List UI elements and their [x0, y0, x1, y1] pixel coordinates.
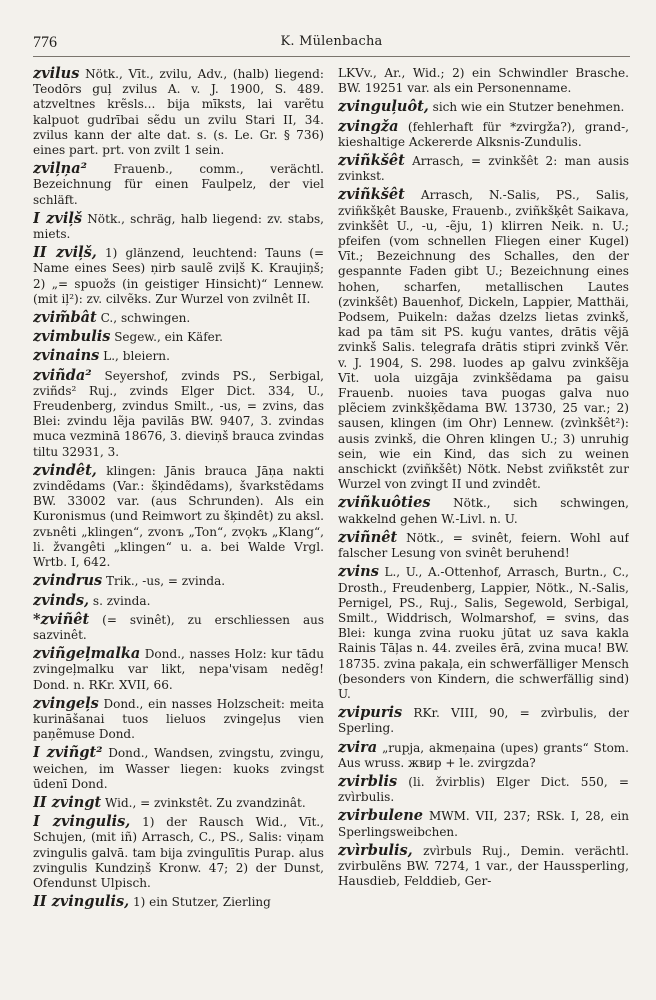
dictionary-entry: [33, 646, 324, 693]
entry-text: Seyershof, zvinds PS., Serbigal, zviñds² Ruj., zvinds Elger Dict. 334, U., Freudenberg, zvindus Smilt., -us, = zvins, das Blei: zvindu lẽja pavilās BW. 9407, 3. zvindas muca vezminā 18676, 3. dieviņš brauca zvindas tiltu 32931, 3.: [33, 368, 324, 459]
entry-headword: zviñgeļmalka: [33, 645, 141, 663]
dictionary-entry: [33, 329, 324, 345]
dictionary-entry: [33, 593, 324, 609]
entry-headword: *zviñêt: [33, 610, 90, 628]
dictionary-entry: [338, 808, 629, 839]
entry-text: Dond., Wandsen, zvingstu, zvingu, weichen, im Wasser liegen: kuoks zvingst ūdenī Dond.: [33, 746, 324, 791]
dictionary-entry: [338, 187, 629, 492]
dictionary-entry: [33, 245, 324, 307]
dictionary-entry: [338, 774, 629, 805]
dictionary-entry: [33, 66, 324, 158]
page-header: [33, 34, 630, 57]
entry-text: (fehlerhaft für *zvirgža?), grand-, kieshaltige Ackererde Alksnis-Zundulis.: [338, 119, 629, 149]
entry-headword: I zviļš: [33, 209, 83, 227]
entry-headword: zviñkuôties: [338, 494, 431, 512]
entry-headword: zvinds,: [33, 591, 90, 609]
dictionary-entry: [33, 573, 324, 589]
entry-text: C., schwingen.: [96, 311, 191, 326]
entry-text: Nötk., schräg, halb liegend: zv. stabs, miets.: [33, 211, 324, 242]
dictionary-entry: [33, 696, 324, 743]
dictionary-entry: [33, 894, 324, 910]
text-columns: [33, 66, 630, 913]
dictionary-entry: [338, 99, 629, 115]
entry-headword: zvimbulis: [33, 328, 111, 346]
entry-headword: zvindrus: [33, 572, 103, 590]
entry-headword: zvinains: [33, 347, 100, 365]
dictionary-entry: [338, 119, 629, 150]
entry-headword: zvindêt,: [33, 461, 97, 479]
entry-text: s. zvinda.: [89, 593, 151, 608]
dictionary-entry: [33, 795, 324, 811]
dictionary-entry: [33, 814, 324, 891]
entry-text: 1) glänzend, leuchtend: Tauns (= Name eines Sees) ņirb saulẽ zviļš K. Kraujiņš; 2) „= spuožs (in geistiger Hinsicht)“ Lennew. (mit iļ²): zv. cilvẽks. Zur Wurzel von zvilnêt II.: [33, 246, 324, 306]
running-head: K. Mülenbacha: [280, 34, 383, 49]
entry-text: „rupja, akmeņaina (upes) grants“ Stom. Aus wruss. жвир + le. zvirgzda?: [338, 740, 629, 770]
dictionary-entry: [338, 495, 629, 526]
entry-text: Arrasch, = zvinkšêt 2: man ausis zvinkst.: [338, 154, 629, 184]
dictionary-entry: [338, 66, 629, 96]
dictionary-entry: [33, 463, 324, 570]
entry-text: RKr. VIII, 90, = zvìrbulis, der Sperling.: [338, 706, 629, 736]
entry-text: Frauenb., comm., verächtl. Bezeichnung für einen Faulpelz, der viel schläft.: [33, 162, 324, 207]
entry-headword: II zvingt: [33, 793, 102, 811]
entry-headword: zvinguļuôt,: [338, 98, 429, 116]
entry-headword: zviñnêt: [338, 528, 398, 546]
entry-headword: zvirbulene: [338, 807, 423, 825]
entry-headword: zvira: [338, 738, 378, 756]
dictionary-entry: [338, 843, 629, 890]
dictionary-entry: [33, 211, 324, 242]
entry-text: Nötk., = svinêt, feiern. Wohl auf falscher Lesung von svinêt beruhend!: [338, 530, 629, 561]
entry-headword: zvingža: [338, 117, 399, 135]
entry-headword: zviļņa²: [33, 160, 87, 178]
entry-headword: I zviñgt²: [33, 744, 103, 762]
entry-text: klingen: Jānis brauca Jāņa nakti zvindẽdams (Var.: šķindẽdams), švarkstẽdams BW. 33002 var. (aus Schrunden). Als ein Kuronismus (und Reimwort zu šķindêt) zu aksl. zvьnêti „klingen“, zvonъ „Ton“, zvọkъ „Klang“, li. žvangêti „klingen“ u. a. bei Walde Vrgl. Wrtb. I, 642.: [33, 463, 324, 570]
entry-headword: zviñkšêt: [338, 152, 405, 170]
entry-headword: zvingeļs: [33, 694, 99, 712]
dictionary-entry: [338, 564, 629, 702]
entry-text: 1) ein Stutzer, Zierling: [129, 895, 271, 910]
dictionary-entry: [33, 368, 324, 460]
dictionary-entry: [338, 705, 629, 736]
entry-text: MWM. VII, 237; RSk. I, 28, ein Sperlingsweibchen.: [338, 809, 629, 839]
entry-text: Nötk., Vīt., zvilu, Adv., (halb) liegend: Teodōrs guļ zvilus A. v. J. 1900, S. 489. atzveltnes krẽsls... bija mīksts, lai varẽtu kalpuot gudrībai sẽdu un zvilu Stari II, 34. zvilus kann der alte dat. s. (s. Le. Gr. § 736) eines part. prt. von zvilt 1 sein.: [33, 67, 324, 158]
entry-text: Segew., ein Käfer.: [110, 330, 223, 345]
entry-headword: zviñkšêt: [338, 186, 405, 204]
left-column: [33, 66, 324, 913]
entry-headword: zvipuris: [338, 704, 403, 722]
entry-text: Trik., -us, = zvinda.: [102, 574, 226, 589]
dictionary-entry: [33, 348, 324, 364]
entry-headword: zvins: [338, 563, 379, 581]
entry-headword: zvirblis: [338, 772, 398, 790]
dictionary-entry: [338, 740, 629, 771]
entry-text: Dond., ein nasses Holzscheit: meita kurināšanai tuos lieluos zvingeļus vien paņẽmuse Dond.: [33, 696, 324, 742]
entry-headword: zvìrbulis,: [338, 841, 413, 859]
entry-headword: II zvingulis,: [33, 893, 130, 911]
dictionary-entry: [338, 530, 629, 561]
entry-text: Arrasch, N.-Salis, PS., Salis, zviñkšķêt Bauske, Frauenb., zviñkšķêt Saikava, zvinkšêt U., -u, -ẽju, 1) klirren Neik. n. U.; pfeifen (vom schnellen Fliegen einer Kugel) Vīt.; Bezeichnung des Schalles, den der gespannte Faden gibt U.; Bezeichnung eines hohen, scharfen, metallischen Lautes (zvinkšêt) Bauenhof, Dickeln, Lappier, Matthäi, Podsem, Puikeln: dažas dzelzs lietas zvinkš, kad pa tām sit PS. kuģu vantes, drātis vẽjā zvinkš Salis. telegrafa drātis stipri zvinkš Vẽr. v. J. 1904, S. 298. luodes ap galvu zvinkšẽja Vīt. uola uizgāja zvinkšẽdama pa gaisu Frauenb. nuoies tava puogas galva nuo plẽciem zvinkšķẽdama BW. 13730, 25 var.; 2) sausen, klingen (im Ohr) Lennew. (zvìnkšêt²): ausis zvinkš, die Ohren klingen U.; 3) unruhig sein, wie ein Kind, das sich zu weinen anschickt (zviñkšêt) Nötk. Nebst zviñkstêt zur Wurzel von zvingt II und zvindêt.: [338, 188, 629, 492]
entry-text: L., bleiern.: [99, 349, 170, 364]
entry-text: sich wie ein Stutzer benehmen.: [428, 100, 625, 115]
entry-headword: zvim̃bât: [33, 309, 97, 327]
page-number: 776: [33, 34, 57, 51]
entry-text: Nötk., sich schwingen, wakkelnd gehen W.-Livl. n. U.: [338, 496, 629, 526]
dictionary-entry: [33, 310, 324, 326]
entry-text: Dond., nasses Holz: kur tādu zvingeļmalku var likt, nepa'visam nedẽg! Dond. n. RKr. XVII, 66.: [33, 647, 324, 692]
entry-text: zvìrbuls Ruj., Demin. verächtl. zvirbulẽns BW. 7274, 1 var., der Haussperling, Hausdieb, Felddieb, Ger-: [338, 843, 629, 889]
entry-headword: zviñda²: [33, 366, 92, 384]
entry-headword: I zvingulis,: [33, 813, 131, 831]
right-column: [338, 66, 629, 913]
dictionary-entry: [33, 612, 324, 643]
dictionary-entry: [33, 745, 324, 792]
entry-text: L., U., A.-Ottenhof, Arrasch, Burtn., C., Drosth., Freudenberg, Lappier, Nötk., N.-Salis, Pernigel, PS., Ruj., Salis, Segewold, Serbigal, Smilt., Widdrisch, Wolmarshof, = svins, das Blei: kunga zvina ruoku jūtat uz sava kakla Rainis Tāļas n. 44. zveiles ērā, zvina muca! BW. 18735. zvina pakaļa, ein schwerfälliger Mensch (besonders von Kindern, die schwerfällig sind) U.: [338, 565, 629, 701]
entry-headword: zvilus: [33, 66, 80, 82]
dictionary-entry: [338, 153, 629, 184]
entry-text: (li. žvirblis) Elger Dict. 550, = zvìrbulis.: [338, 774, 629, 805]
entry-text: (= svinêt), zu erschliessen aus sazvinêt.: [33, 612, 324, 642]
entry-text: Wid., = zvinkstêt. Zu zvandzinât.: [101, 795, 306, 810]
dictionary-entry: [33, 161, 324, 208]
entry-text: 1) der Rausch Wid., Vīt., Schujen, (mit iñ) Arrasch, C., PS., Salis: viņam zvingulis galvā. tam bija zvingulītis Purap. alus zvingulis Kundziņš Kronw. 47; 2) der Dunst, Ofendunst Ulpisch.: [33, 815, 324, 890]
entry-headword: II zviļš,: [33, 244, 97, 262]
entry-text: LKVv., Ar., Wid.; 2) ein Schwindler Brasche. BW. 19251 var. als ein Personenname.: [338, 66, 629, 96]
